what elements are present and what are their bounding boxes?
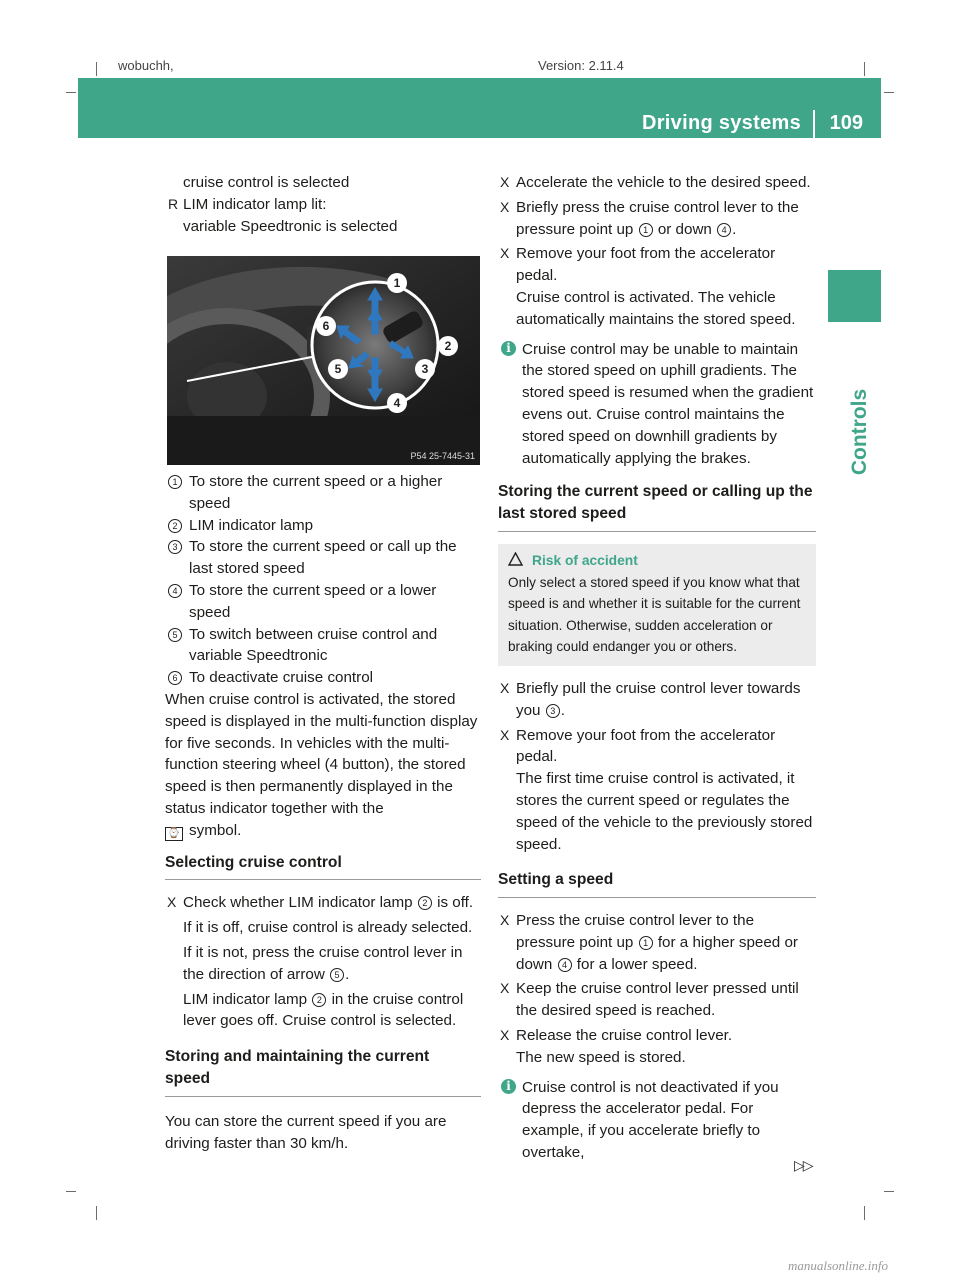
step-detail: The new speed is stored. xyxy=(516,1048,686,1066)
callout-2: 2 xyxy=(444,339,452,353)
ref-5: 5 xyxy=(330,968,344,982)
lim-lit-detail: variable Speedtronic is selected xyxy=(183,217,398,235)
bullet-marker: R xyxy=(168,195,179,212)
step-accelerate: X Accelerate the vehicle to the desired speed. xyxy=(500,174,811,191)
warning-triangle-icon xyxy=(508,552,523,566)
meta-left: wobuchh, xyxy=(118,58,174,73)
info-note-gradients: i Cruise control may be unable to maintain the stored speed on uphill gradients. The stored speed is resumed when the gradient evens out. Cruise control maintains the stored speed on downhill gradients by automatically applying the brakes. xyxy=(498,339,816,470)
warning-text: Only select a stored speed if you know what that speed is and whether it is suitable for the current situation. Otherwise, sudden acceleration or braking could endanger you or others. xyxy=(508,574,801,655)
legend-item: 1 To store the current speed or a higher speed xyxy=(165,471,481,515)
intro-continued: cruise control is selected xyxy=(183,174,350,191)
callout-1: 1 xyxy=(393,276,401,290)
left-column xyxy=(165,172,481,237)
storing-paragraph: You can store the current speed if you are driving faster than 30 km/h. xyxy=(165,1112,447,1152)
cruise-display-paragraph: When cruise control is activated, the stored speed is displayed in the multi-function display for five seconds. In vehicles with the multi-function steering wheel (4 button), the stored speed is then permanently displayed in the status indicator together with the ⌚ symbol. xyxy=(165,690,478,839)
crop-mark xyxy=(884,1191,894,1192)
step-check-lamp: X Check whether LIM indicator lamp 2 is off. xyxy=(167,894,474,912)
crop-mark xyxy=(96,62,97,76)
ref-2: 2 xyxy=(418,896,432,910)
callout-3: 3 xyxy=(421,362,429,376)
header-divider xyxy=(813,110,815,138)
step-detail: The first time cruise control is activated, it stores the current speed or regulates the speed of the vehicle to the previously stored speed. xyxy=(516,770,813,853)
step-remove-foot: X Remove your foot from the accelerator pedal. xyxy=(500,245,776,285)
lim-lit-item: R LIM indicator lamp lit: xyxy=(165,194,481,216)
step-release: X Release the cruise control lever. xyxy=(500,1027,733,1045)
info-note-accelerator: i Cruise control is not deactivated if you depress the accelerator pedal. For example, if you accelerate briefly to overtake, xyxy=(498,1077,816,1164)
step-detail: LIM indicator lamp 2 in the cruise control lever goes off. Cruise control is selected. xyxy=(183,990,464,1030)
info-icon: i xyxy=(501,341,516,356)
step-pull-lever: X Briefly pull the cruise control lever towards you 3 . xyxy=(500,679,801,719)
warning-box xyxy=(498,544,816,666)
callout-5: 5 xyxy=(334,362,342,376)
info-icon: i xyxy=(501,1079,516,1094)
callout-4: 4 xyxy=(393,396,401,410)
step-detail: Cruise control is activated. The vehicle automatically maintains the stored speed. xyxy=(516,288,796,328)
right-column xyxy=(498,172,816,1164)
continue-icon: ▷▷ xyxy=(794,1157,812,1173)
crop-mark xyxy=(864,62,865,76)
step-detail: If it is off, cruise control is already selected. xyxy=(183,919,473,937)
heading-storing: Storing and maintaining the current speed xyxy=(165,1048,430,1087)
step-remove-foot: X Remove your foot from the accelerator pedal. xyxy=(500,726,776,766)
crop-mark xyxy=(96,1206,97,1220)
legend-item: 3 To store the current speed or call up the last stored speed xyxy=(165,536,481,580)
warning-title: Risk of accident xyxy=(508,550,808,572)
cruise-symbol-icon: ⌚ xyxy=(165,827,183,841)
crop-mark xyxy=(864,1206,865,1220)
footer-watermark: manualsonline.info xyxy=(788,1258,889,1273)
crop-mark xyxy=(66,1191,76,1192)
meta-right: Version: 2.11.4 xyxy=(538,58,624,73)
crop-mark xyxy=(884,92,894,93)
heading-setting: Setting a speed xyxy=(498,871,614,889)
crop-mark xyxy=(66,92,76,93)
heading-recall: Storing the current speed or calling up the last stored speed xyxy=(498,483,813,523)
legend-item: 2 LIM indicator lamp xyxy=(165,515,481,537)
callout-6: 6 xyxy=(322,319,330,333)
step-press-pressure: X Press the cruise control lever to the pressure point up 1 for a higher speed or down 4 for a lower speed. xyxy=(500,912,798,973)
page-number: 109 xyxy=(829,112,863,134)
cruise-control-lever-figure xyxy=(167,256,480,465)
heading-selecting: Selecting cruise control xyxy=(165,853,342,871)
step-keep-pressed: X Keep the cruise control lever pressed until the desired speed is reached. xyxy=(500,980,799,1020)
step-press-lever: X Briefly press the cruise control lever to the pressure point up 1 or down 4 . xyxy=(500,198,799,238)
legend-item: 4 To store the current speed or a lower speed xyxy=(165,580,481,624)
legend-item: 5 To switch between cruise control and variable Speedtronic xyxy=(165,624,481,668)
section-title: Driving systems xyxy=(641,112,801,134)
legend-item: 6 To deactivate cruise control xyxy=(165,667,481,689)
side-tab-marker xyxy=(828,270,881,322)
legend-and-text xyxy=(165,471,481,1154)
ref-2: 2 xyxy=(312,993,326,1007)
figure-code: P54 25-7445-31 xyxy=(410,451,475,461)
step-detail: If it is not, press the cruise control lever in the direction of arrow 5 . xyxy=(183,943,463,983)
page-header xyxy=(78,78,881,138)
side-tab-label: Controls xyxy=(848,388,871,476)
